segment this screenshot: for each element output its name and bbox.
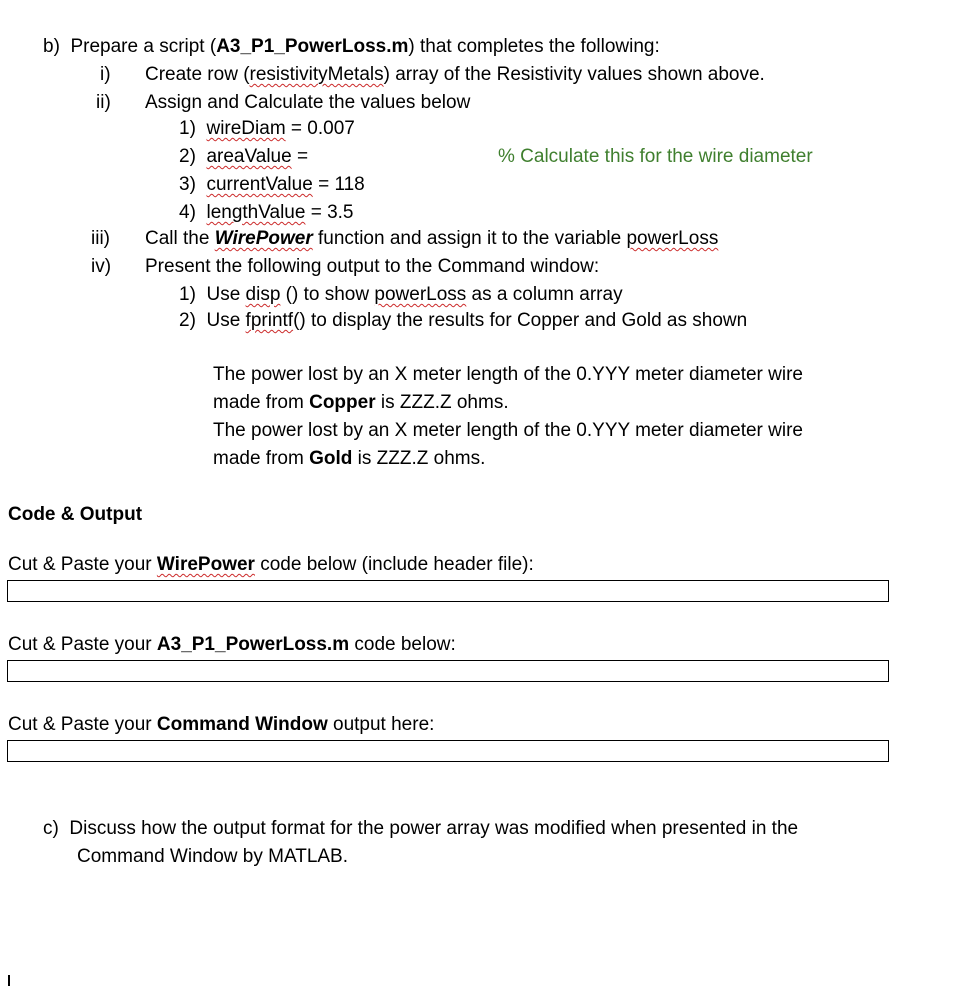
command-window-output-box[interactable] — [7, 740, 889, 762]
part-c-line-1: c) Discuss how the output format for the power array was modified when presented in the — [43, 818, 799, 839]
sample-line-2: made from Copper is ZZZ.Z ohms. — [213, 392, 509, 413]
sample-line-1: The power lost by an X meter length of the 0.YYY meter diameter wire — [213, 364, 803, 385]
script-name: A3_P1_PowerLoss.m — [216, 36, 409, 57]
prompt-wirepower: Cut & Paste your WirePower code below (include header file): — [8, 554, 534, 575]
code-output-heading: Code & Output — [8, 504, 143, 525]
item-iii-numeral: iii) — [91, 228, 110, 249]
sub-item-area-value: 2) areaValue = — [179, 146, 309, 167]
sample-line-3: The power lost by an X meter length of the 0.YYY meter diameter wire — [213, 420, 803, 441]
item-iii-text: Call the WirePower function and assign it to the variable powerLoss — [145, 228, 719, 249]
sub-item-length-value: 4) lengthValue = 3.5 — [179, 202, 354, 223]
text-cursor — [8, 975, 10, 986]
part-b-heading: b) Prepare a script (A3_P1_PowerLoss.m) that completes the following: — [43, 36, 660, 57]
prompt-script: Cut & Paste your A3_P1_PowerLoss.m code below: — [8, 634, 456, 655]
item-ii-numeral: ii) — [96, 92, 111, 113]
var-resistivity-metals: resistivityMetals — [249, 64, 384, 85]
sample-line-4: made from Gold is ZZZ.Z ohms. — [213, 448, 486, 469]
item-ii-text: Assign and Calculate the values below — [145, 92, 471, 113]
item-iv-numeral: iv) — [91, 256, 112, 277]
sub-item-disp: 1) Use disp () to show powerLoss as a column array — [179, 284, 623, 305]
sub-item-wire-diam: 1) wireDiam = 0.007 — [179, 118, 355, 139]
script-code-box[interactable] — [7, 660, 889, 682]
func-wirepower: WirePower — [214, 228, 313, 249]
area-comment: % Calculate this for the wire diameter — [498, 146, 813, 167]
item-i-text: Create row (resistivityMetals) array of the Resistivity values shown above. — [145, 64, 765, 85]
part-c-marker: c) — [43, 818, 59, 839]
part-b-marker: b) — [43, 36, 60, 57]
prompt-command-window: Cut & Paste your Command Window output here: — [8, 714, 435, 735]
sub-item-fprintf: 2) Use fprintf() to display the results for Copper and Gold as shown — [179, 310, 748, 331]
part-c-line-2: Command Window by MATLAB. — [77, 846, 349, 867]
var-powerloss: powerLoss — [626, 228, 719, 249]
item-iv-text: Present the following output to the Command window: — [145, 256, 600, 277]
wirepower-code-box[interactable] — [7, 580, 889, 602]
sub-item-current-value: 3) currentValue = 118 — [179, 174, 365, 195]
item-i-numeral: i) — [100, 64, 111, 85]
